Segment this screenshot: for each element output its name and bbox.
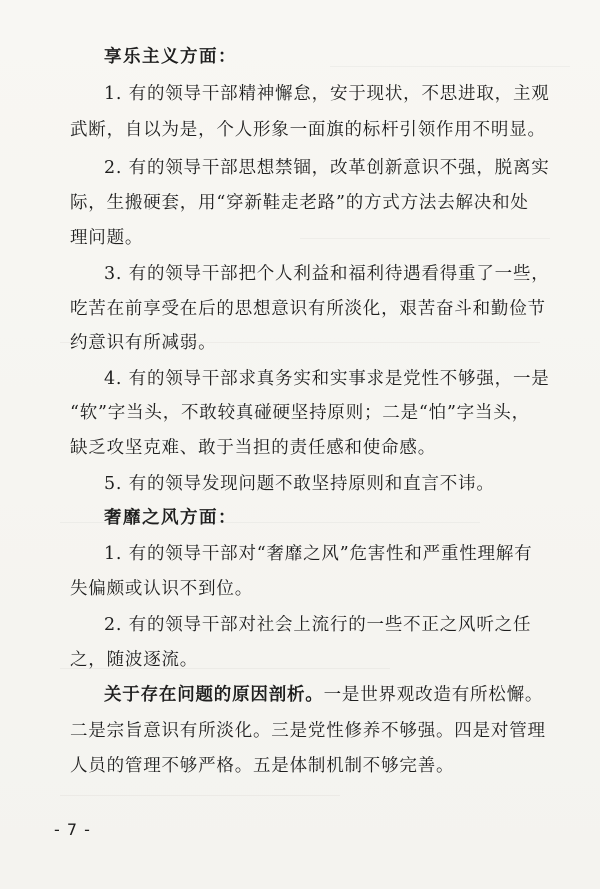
bleed-through-mark xyxy=(60,795,340,796)
paragraph-line: 缺乏攻坚克难、敢于当担的责任感和使命感。 xyxy=(70,438,436,458)
paragraph-line: “软”字当头，不敢较真碰硬坚持原则；二是“怕”字当头， xyxy=(70,403,530,423)
section-heading-extravagance: 奢靡之风方面： xyxy=(104,508,237,528)
analysis-lead: 关于存在问题的原因剖析。 xyxy=(104,685,324,705)
paragraph-line: 1. 有的领导干部对“奢靡之风”危害性和严重性理解有 xyxy=(104,544,533,564)
paragraph-line: 2. 有的领导干部思想禁锢，改革创新意识不强，脱离实 xyxy=(104,158,550,178)
page-number: - 7 - xyxy=(54,820,91,839)
paragraph-line: 武断，自以为是，个人形象一面旗的标杆引领作用不明显。 xyxy=(70,120,546,140)
paragraph-line: 4. 有的领导干部求真务实和实事求是党性不够强，一是 xyxy=(104,369,550,389)
paragraph-line: 1. 有的领导干部精神懈怠，安于现状，不思进取，主观 xyxy=(104,84,550,104)
paragraph-line: 5. 有的领导发现问题不敢坚持原则和直言不讳。 xyxy=(104,474,495,494)
analysis-line: 人员的管理不够严格。五是体制机制不够完善。 xyxy=(70,756,455,776)
paragraph-line: 失偏颇或认识不到位。 xyxy=(70,579,253,599)
bleed-through-mark xyxy=(300,238,550,239)
paragraph-line: 吃苦在前享受在后的思想意识有所淡化，艰苦奋斗和勤俭节 xyxy=(70,299,546,319)
paragraph-line: 约意识有所减弱。 xyxy=(70,333,217,353)
paragraph-line: 3. 有的领导干部把个人利益和福利待遇看得重了一些， xyxy=(104,264,550,284)
bleed-through-mark xyxy=(330,66,570,67)
paragraph-line: 际，生搬硬套，用“穿新鞋走老路”的方式方法去解决和处 xyxy=(70,193,529,213)
section-heading-hedonism: 享乐主义方面： xyxy=(104,47,237,67)
analysis-line: 二是宗旨意识有所淡化。三是党性修养不够强。四是对管理 xyxy=(70,721,546,741)
paragraph-line: 理问题。 xyxy=(70,228,144,248)
analysis-text: 一是世界观改造有所松懈。 xyxy=(323,685,544,705)
paragraph-line: 之，随波逐流。 xyxy=(70,650,199,670)
analysis-line xyxy=(104,684,543,706)
paragraph-line: 2. 有的领导干部对社会上流行的一些不正之风听之任 xyxy=(104,615,532,635)
